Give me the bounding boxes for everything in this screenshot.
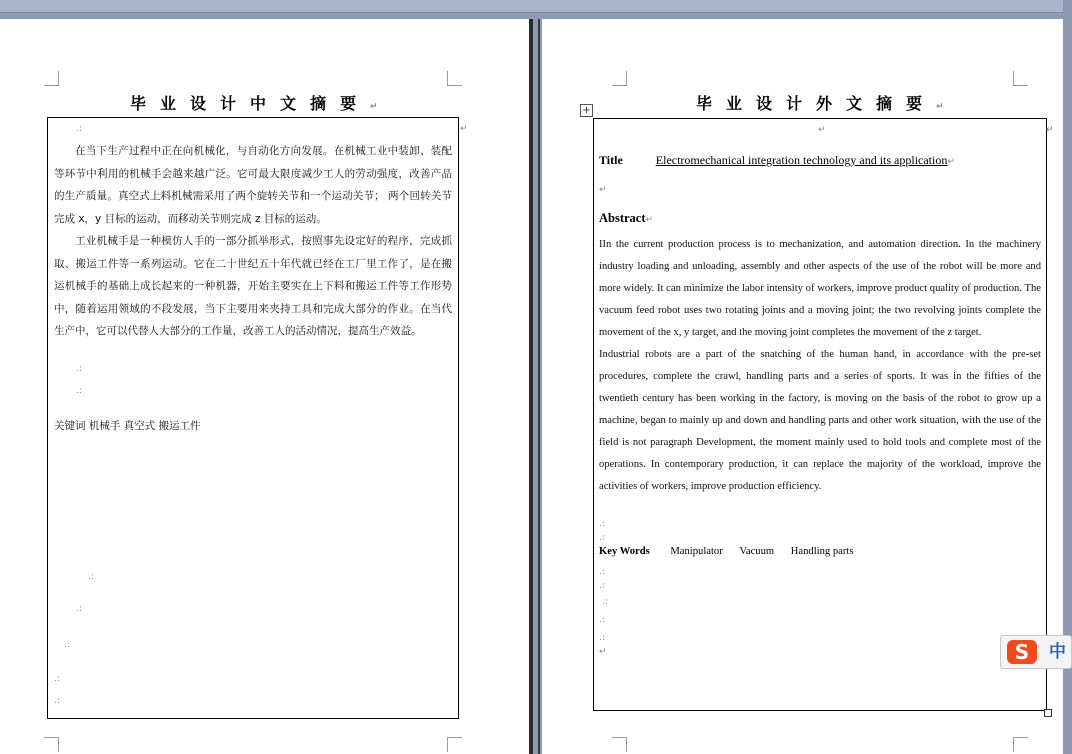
crop-mark: [447, 737, 462, 752]
chinese-paragraph-1: 在当下生产过程中正在向机械化，与自动化方向发展。在机械工业中装卸、装配等环节中利用的机械手会越来越广泛。它可最大限度减少工人的劳动强度，改善产品的生产质量。真空式上料机械需采用了两个旋转关节和一个运动关节； 两个回转关节完成 x，y 目标的运动，而移动关节则完成 z 目标的运动。: [54, 145, 452, 225]
keywords-label: Key Words: [599, 546, 650, 557]
ime-mode-label[interactable]: 中: [1049, 642, 1066, 662]
crop-mark: [612, 71, 627, 86]
chinese-paragraph-2: 工业机械手是一种模仿人手的一部分抓举形式，按照事先设定好的程序，完成抓取、搬运工件等一系列运动。它在二十世纪五十年代就已经在工厂里工作了，是在搬运机械手的基础上成长起来的一种机器，开始主要实在上下料和搬运工件等工作形势中，随着运用领域的不段发展，当下主要用来夹持工具和完成大部分的作业。在当代生产中，它可以代替人大部分的工作量，改善工人的活动情况，提高生产效益。: [54, 235, 452, 337]
right-page: [542, 19, 1063, 754]
english-keywords: Key Words Manipulator Vacuum Handling parts: [599, 546, 854, 557]
crop-mark: [1013, 71, 1028, 86]
table-move-handle-icon[interactable]: +: [580, 104, 593, 117]
ime-toolbar[interactable]: [1000, 635, 1072, 669]
crop-mark: [44, 71, 59, 86]
english-paragraph-1: IIn the current production process is to mechanization, and automation direction. In the machinery industry loading and unloading, assembly and other aspects of the use of the robot will be more and more widely. It can minimize the labor intensity of workers, improve product quality of production. The vacuum feed robot uses two rotating joints and a moving joint; the two revolving joints complete the movement of the x, y target, and the moving joint completes the movement of the z target.: [599, 239, 1041, 338]
chinese-keywords: 关键词 机械手 真空式 搬运工件: [54, 420, 201, 432]
left-page: [0, 19, 529, 754]
title-label: Title: [599, 153, 623, 167]
paragraph-mark: ↵: [1046, 125, 1054, 135]
crop-mark: [447, 71, 462, 86]
abstract-heading: Abstract↵: [599, 211, 654, 225]
chinese-abstract-frame[interactable]: .: 在当下生产过程中正在向机械化，与自动化方向发展。在机械工业中装卸、装配等环节中利用的机械手会越来越广泛。它可最大限度减少工人的劳动强度，改善产品的生产质量。真空式上料机械需采用了两个旋转关节和一个运动关节； 两个回转关节完成 x，y 目标的运动，而移动关节则完成 z 目标的运动。 工业机械手是一种模仿人手的一部分抓举形式，按照事先设定好的程序，完成抓取、搬运工件等一系列运动。它在二十世纪五十年代就已经在工厂里工作了，是在搬运机械手的基础上成长起来的一种机器，开始主要实在上下料和搬运工件等工作形势中，随着运用领域的不段发展，当下主要用来夹持工具和完成大部分的作业。在当代生产中，它可以代替人大部分的工作量，改善工人的活动情况，提高生产效益。 .: .: 关键词 机械手 真空式 搬运工件 .: .: .: .: .:: [47, 117, 459, 719]
title-value: Electromechanical integration technology and its application: [655, 153, 948, 167]
crop-mark: [1013, 737, 1028, 752]
english-abstract-title: 毕业设计外文摘要↵: [696, 94, 944, 113]
chinese-abstract-body[interactable]: [54, 140, 452, 343]
english-abstract-body[interactable]: [599, 234, 1041, 498]
english-title-line: Title Electromechanical integration technology and its application↵: [599, 153, 955, 167]
crop-mark: [44, 737, 59, 752]
page-divider: [529, 19, 542, 754]
sogou-logo-icon: S: [1007, 640, 1037, 664]
english-paragraph-2: Industrial robots are a part of the snatching of the human hand, in accordance with the pre-set procedures, complete the crawl, handling parts and a series of sports. It was in the fifties of the twentieth century has been working in the factory, is moving on the basis of the robot to grow up a machine, began to mainly up and down and handling parts and other work situation, with the use of the field is not paragraph Development, the moment mainly used to hold tools and complete most of the operations. In contemporary production, it can replace the majority of the workload, improve the activities of workers, improve production efficiency.: [599, 349, 1041, 492]
paragraph-mark: ↵: [460, 124, 468, 134]
resize-handle[interactable]: [1044, 709, 1052, 717]
chinese-abstract-title: 毕业设计中文摘要↵: [130, 94, 378, 113]
crop-mark: [612, 737, 627, 752]
top-ruler: [0, 0, 1063, 13]
english-abstract-frame[interactable]: ↵ Title Electromechanical integration technology and its application↵ ↵ Abstract↵ IIn the current production process is to mechanization, and automation direction. In the machinery industry loading and unloading, assembly and other aspects of the use of the robot will be more and more widely. It can minimize the labor intensity of workers, improve product quality of production. The vacuum feed robot uses two rotating joints and a moving joint; the two revolving joints complete the movement of the x, y target, and the moving joint completes the movement of the z target. Industrial robots are a part of the snatching of the human hand, in accordance with the pre-set procedures, complete the crawl, handling parts and a series of sports. It was in the fifties of the twentieth century has been working in the factory, is moving on the basis of the robot to grow up a machine, began to mainly up and down and handling parts and other work situation, with the use of the field is not paragraph Development, the moment mainly used to hold tools and complete most of the operations. In contemporary production, it can replace the majority of the workload, improve the activities of workers, improve production efficiency. .: .: Key Words Manipulator Vacuum Handling parts .: .: .: .: .: ↵: [593, 118, 1047, 711]
